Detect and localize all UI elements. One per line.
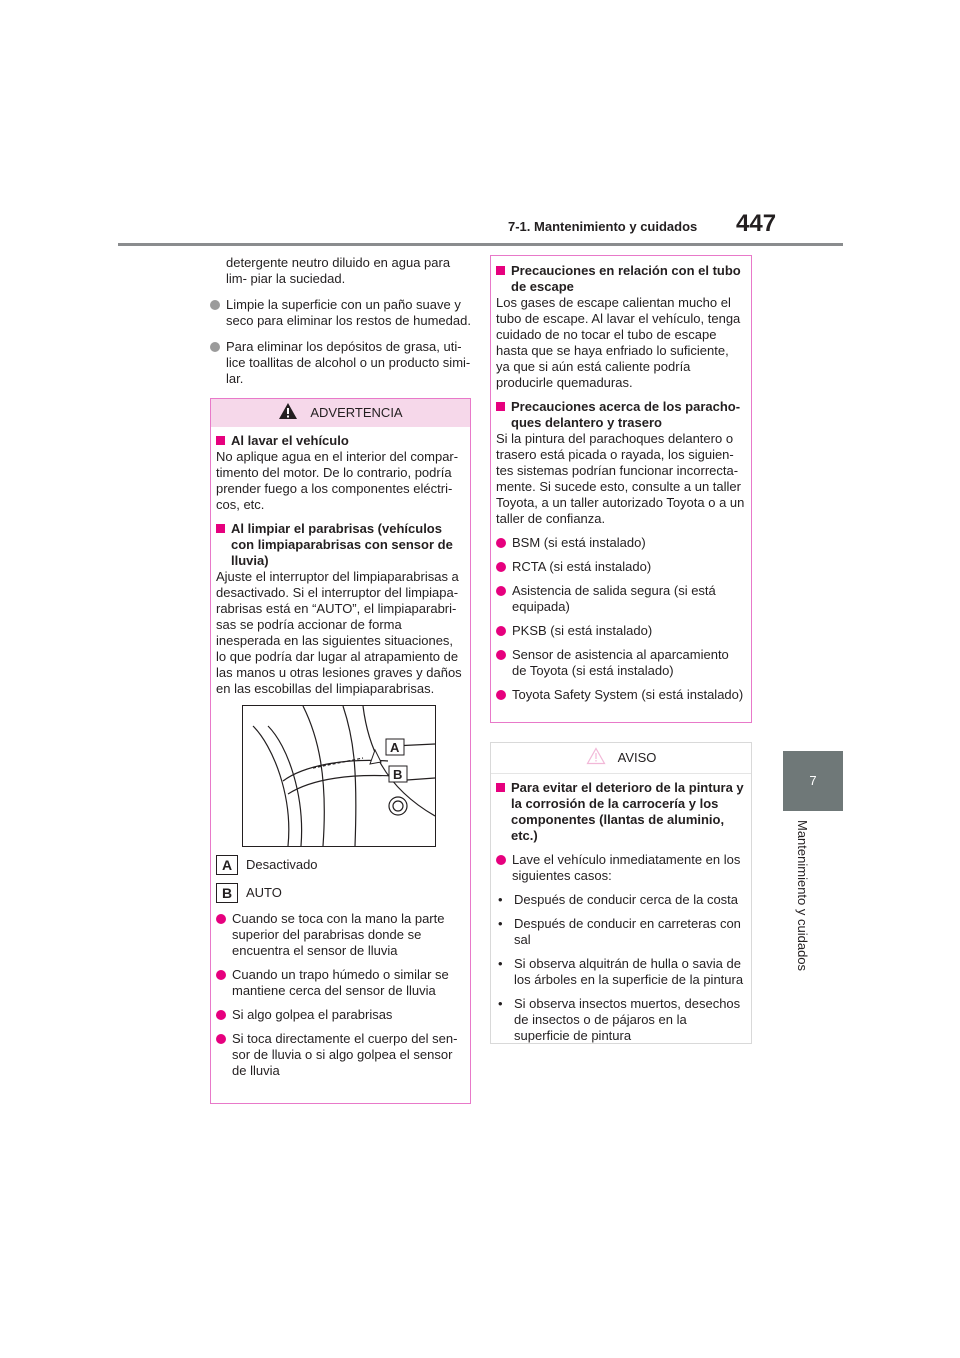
warning-box — [210, 398, 471, 1104]
legend-item — [216, 855, 464, 875]
caution-triangle-icon — [586, 747, 606, 769]
chapter-label: Mantenimiento y cuidados — [795, 820, 810, 972]
bullet-dot-icon — [496, 538, 506, 548]
system-bullet: RCTA (si está instalado) — [496, 559, 745, 575]
legend-item — [216, 883, 464, 903]
notice-dash-item: • Después de conducir en carreteras con sal — [498, 916, 741, 947]
bullet-dot-icon — [496, 855, 506, 865]
bullet-dot-icon — [216, 1034, 226, 1044]
notice-heading: Para evitar el deterioro de la pintura y la corrosión de la carrocería y los componentes (llantas de aluminio, etc.) — [496, 780, 745, 844]
notice-title: AVISO — [617, 750, 657, 765]
warning-heading: Al limpiar el parabrisas (vehículos con limpiaparabrisas con sensor de lluvia) — [216, 521, 464, 569]
figure-label-b: B — [393, 767, 403, 782]
page-number: 447 — [736, 210, 777, 237]
bullet-dot-icon — [210, 300, 220, 310]
bullet-dot-icon — [216, 914, 226, 924]
warning-continuation-box — [490, 255, 752, 723]
bullet-dot-icon — [496, 650, 506, 660]
bullet-dot-icon — [210, 342, 220, 352]
bullet-dot-icon — [496, 562, 506, 572]
warning-text: Ajuste el interruptor del limpiaparabrisas a desactivado. Si el interruptor del limpiapa- rabrisas está en “AUTO”, el limpiaparabri- sas se podría accionar de forma inesperada en las siguientes situaciones, lo que podría dar lugar al atrapamiento de las manos u otras lesiones graves y daños en las escobillas del limpiaparabrisas. — [216, 569, 462, 696]
notice-header — [491, 743, 751, 774]
square-bullet-icon — [216, 524, 225, 533]
square-bullet-icon — [496, 783, 505, 792]
warning-bullet: Cuando un trapo húmedo o similar se mantiene cerca del sensor de lluvia — [216, 967, 464, 999]
header-rule — [118, 243, 843, 246]
intro-paragraph: detergente neutro diluido en agua para lim- piar la suciedad. — [226, 255, 451, 286]
chapter-tab: 7 — [783, 751, 843, 811]
system-bullet: PKSB (si está instalado) — [496, 623, 745, 639]
warning-bullet: Cuando se toca con la mano la parte superior del parabrisas donde se encuentra el sensor de lluvia — [216, 911, 464, 959]
wiper-switch-figure — [242, 705, 436, 847]
legend-text: AUTO — [246, 885, 282, 900]
warning-triangle-icon — [278, 402, 298, 424]
figure-label-a: A — [390, 740, 400, 755]
notice-dash-item: • Si observa insectos muertos, desechos de insectos o de pájaros en la superficie de pintura — [498, 996, 741, 1043]
square-bullet-icon — [496, 402, 505, 411]
system-bullet: Toyota Safety System (si está instalado) — [496, 687, 745, 703]
section-heading: Precauciones en relación con el tubo de escape — [496, 263, 745, 295]
notice-dash-item: • Si observa alquitrán de hulla o savia de los árboles en la superficie de la pintura — [498, 956, 744, 987]
intro-section — [210, 255, 472, 397]
warning-header — [211, 399, 470, 427]
legend-label-a: A — [216, 855, 238, 875]
warning-text: No aplique agua en el interior del compar- timento del motor. De lo contrario, podría prender fuego a los componentes eléctri- cos, etc. — [216, 449, 459, 512]
intro-bullet: Para eliminar los depósitos de grasa, uti- lice toallitas de alcohol o un producto simi- lar. — [210, 339, 472, 387]
bullet-dot-icon — [496, 586, 506, 596]
system-bullet: Asistencia de salida segura (si está equipada) — [496, 583, 745, 615]
notice-bullet: Lave el vehículo inmediatamente en los siguientes casos: — [496, 852, 745, 884]
section-text: Si la pintura del parachoques delantero o trasero está picada o rayada, los siguien- tes sistemas podrían funcionar incorrecta- mente. Si sucede esto, consulte a un taller Toyota, a un taller autorizado Toyota o a un taller de confianza. — [496, 431, 745, 526]
square-bullet-icon — [216, 436, 225, 445]
legend-text: Desactivado — [246, 857, 318, 872]
system-bullet: BSM (si está instalado) — [496, 535, 745, 551]
warning-heading: Al lavar el vehículo — [216, 433, 464, 449]
bullet-dot-icon — [216, 970, 226, 980]
warning-title: ADVERTENCIA — [310, 405, 403, 420]
notice-box — [490, 742, 752, 1044]
section-title: 7-1. Mantenimiento y cuidados — [508, 219, 698, 234]
section-heading: Precauciones acerca de los paracho- ques delantero y trasero — [496, 399, 745, 431]
section-text: Los gases de escape calientan mucho el tubo de escape. Al lavar el vehículo, tenga cuidado de no tocar el tubo de escape hasta que se haya enfriado lo suficiente, ya que si aún está caliente podría producirle quemaduras. — [496, 295, 741, 390]
bullet-dot-icon — [216, 1010, 226, 1020]
system-bullet: Sensor de asistencia al aparcamiento de Toyota (si está instalado) — [496, 647, 745, 679]
warning-bullet: Si algo golpea el parabrisas — [216, 1007, 464, 1023]
bullet-dot-icon — [496, 690, 506, 700]
warning-bullet: Si toca directamente el cuerpo del sen- sor de lluvia o si algo golpea el sensor de lluvia — [216, 1031, 464, 1079]
bullet-dot-icon — [496, 626, 506, 636]
square-bullet-icon — [496, 266, 505, 275]
legend-label-b: B — [216, 883, 238, 903]
intro-bullet: Limpie la superficie con un paño suave y seco para eliminar los restos de humedad. — [210, 297, 472, 329]
notice-dash-item: • Después de conducir cerca de la costa — [498, 892, 739, 907]
